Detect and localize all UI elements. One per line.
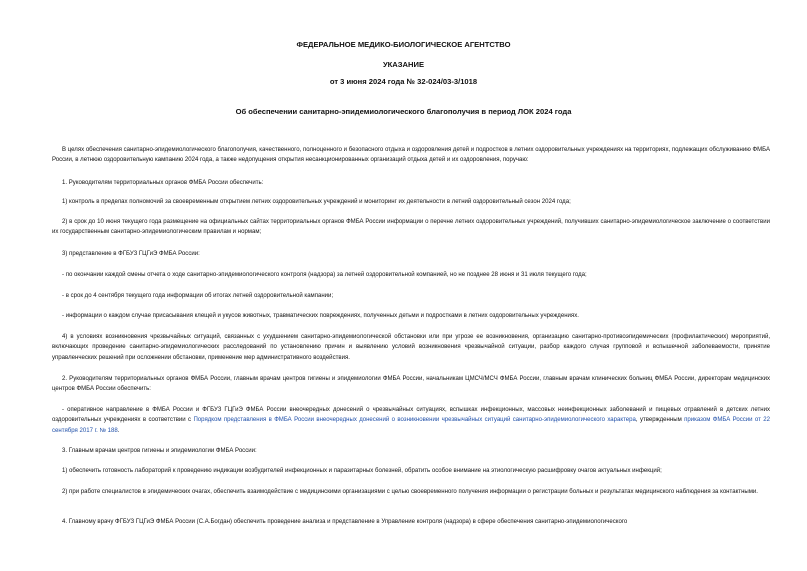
order-link[interactable]: приказом ФМБА России от 22 сентября 2017 г. № 188 bbox=[52, 417, 771, 434]
item-2-1 bbox=[52, 405, 770, 436]
item-1-2: 2) в срок до 10 июня текущего года размещение на официальных сайтах территориальных органов ФМБА России информации о перечне летних оздоровительных учреждений, получивших санитарно-эпидемиологическое заключение о соответствии их государственным санитарно-эпидемиологическим правилам и нормам; bbox=[52, 219, 770, 236]
item-1-1: 1) контроль в пределах полномочий за своевременным открытием летних оздоровительных учреждений и мониторинг их деятельности в летний оздоровительный сезон 2024 года; bbox=[62, 199, 571, 205]
document-type: УКАЗАНИЕ bbox=[382, 60, 425, 69]
item-2-1-text-start: - оперативное направление в ФМБА России и ФГБУЗ ГЦГиЭ ФМБА России внеочередных донесений о чрезвычайных ситуациях, вспышках инфекционных, массовых неинфекционных заболеваний и пищевых отравлений в детских летних оздоровительных учреждениях в соответствии с bbox=[52, 407, 770, 424]
item-2: 2. Руководителям территориальных органов ФМБА России, главным врачам центров гигиены и эпидемиологии ФМБА России, начальникам ЦМСЧ/МСЧ ФМБА России, главным врачам клинических больниц ФМБА России, директорам медицинских центров ФМБА России обеспечить: bbox=[52, 376, 770, 393]
item-1-4: 4) в условиях возникновения чрезвычайных ситуаций, связанных с ухудшением санитарно-эпидемиологической обстановки или при угрозе ее возникновения, организацию санитарно-противоэпидемических (профилактических) мероприятий, включающих проведение санитарно-эпидемиологических расследований по установлению причин и выявлению условий возникновения чрезвычайной ситуации, разбор каждого случая групповой и вспышечной заболеваемости, принятие управленческих решений при осложнении обстановки, применение мер административного воздействия. bbox=[52, 334, 770, 361]
item-1-3-c: - информации о каждом случае присасывания клещей и укусов животных, травматических повреждениях, полученных детьми и подростками в летних оздоровительных учреждениях. bbox=[62, 313, 579, 319]
item-4: 4. Главному врачу ФГБУЗ ГЦГиЭ ФМБА России (С.А.Богдан) обеспечить проведение анализа и представление в Управление контроля (надзора) в сфере обеспечения санитарно-эпидемиологического bbox=[62, 519, 628, 525]
item-2-1-text-end: . bbox=[117, 427, 120, 434]
agency-name: ФЕДЕРАЛЬНОЕ МЕДИКО-БИОЛОГИЧЕСКОЕ АГЕНТСТВО bbox=[296, 40, 511, 49]
procedure-link[interactable]: Порядком представления в ФМБА России внеочередных донесений о возникновении чрезвычайных ситуаций санитарно-эпидемиологического характера bbox=[193, 417, 636, 424]
item-3-1: 1) обеспечить готовность лабораторий к проведению индикации возбудителей инфекционных и паразитарных болезней, обратить особое внимание на этиологическую расшифровку очагов актуальных инфекций; bbox=[62, 468, 662, 474]
item-1: 1. Руководителям территориальных органов ФМБА России обеспечить: bbox=[62, 180, 264, 186]
item-1-3-b: - в срок до 4 сентября текущего года информации об итогах летней оздоровительной кампании; bbox=[62, 293, 334, 299]
item-2-1-text-mid: , утвержденным bbox=[635, 417, 685, 424]
item-3-2: 2) при работе специалистов в эпидемических очагах, обеспечить взаимодействие с медицинскими организациями с целью своевременного получения информации о регистрации больных и результатах медицинского наблюдения за контактными. bbox=[62, 489, 758, 495]
intro-paragraph: В целях обеспечения санитарно-эпидемиологического благополучия, качественного, полноценного и безопасного отдыха и оздоровления детей и подростков в летних оздоровительных учреждениях на территориях, подлежащих обслуживанию ФМБА России, в летнюю оздоровительную кампанию 2024 года, а также недопущения открытия несанкционированных организаций отдыха детей и их оздоровления, поручаю: bbox=[52, 147, 770, 164]
document-title: Об обеспечении санитарно-эпидемиологического благополучия в период ЛОК 2024 года bbox=[235, 107, 572, 116]
item-1-3: 3) представление в ФГБУЗ ГЦГиЭ ФМБА России: bbox=[62, 251, 200, 257]
item-3: 3. Главным врачам центров гигиены и эпидемиологии ФМБА России: bbox=[62, 448, 257, 454]
item-1-3-a: - по окончании каждой смены отчета о ходе санитарно-эпидемиологического контроля (надзора) за летней оздоровительной компанией, но не позднее 28 июня и 31 июля текущего года; bbox=[62, 272, 587, 278]
document-date-number: от 3 июня 2024 года № 32-024/03-3/1018 bbox=[329, 77, 478, 86]
